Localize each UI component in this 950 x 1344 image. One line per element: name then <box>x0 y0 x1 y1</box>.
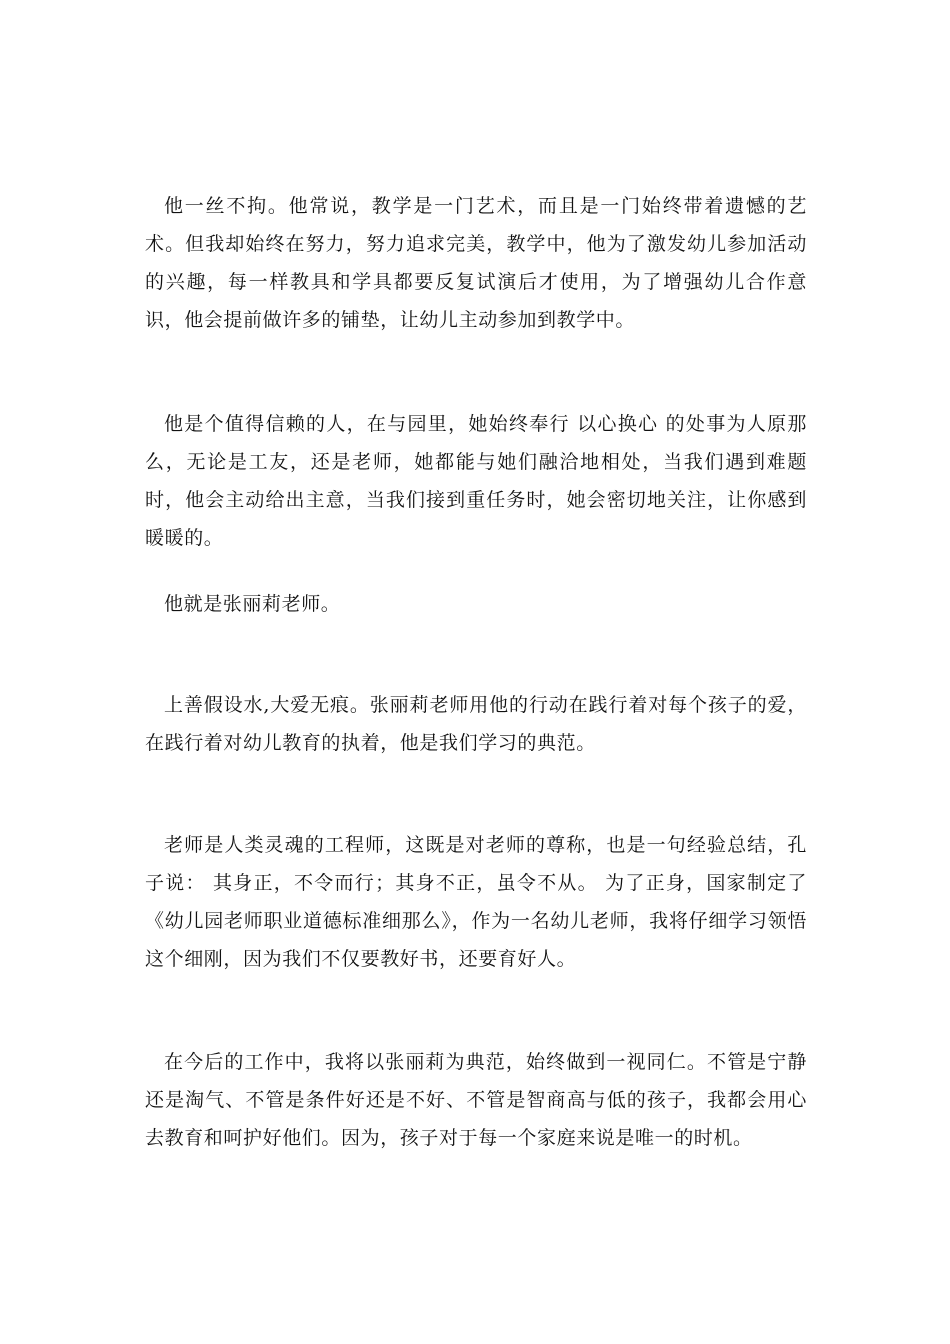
paragraph-teacher-name: 他就是张丽莉老师。 <box>164 593 341 615</box>
paragraph-future-work: 在今后的工作中，我将以张丽莉为典范，始终做到一视同仁。不管是宁静还是淘气、不管是条件好还是不好、不管是智商高与低的孩子，我都会用心去教育和呵护好他们。因为，孩子对于每一个家庭来说是唯一的时机。 <box>145 1051 807 1149</box>
paragraph-teaching-art: 他一丝不拘。他常说，教学是一门艺术，而且是一门始终带着遗憾的艺术。但我却始终在努力，努力追求完美，教学中，他为了激发幼儿参加活动的兴趣，每一样教具和学具都要反复试演后才使用，为了增强幼儿合作意识，他会提前做许多的铺垫，让幼儿主动参加到教学中。 <box>145 195 807 331</box>
paragraph-great-love: 上善假设水,大爱无痕。张丽莉老师用他的行动在践行着对每个孩子的爱，在践行着对幼儿教育的执着，他是我们学习的典范。 <box>145 694 807 754</box>
paragraph-trustworthy: 他是个值得信赖的人，在与园里，她始终奉行 以心换心 的处事为人原那么，无论是工友，还是老师，她都能与她们融洽地相处，当我们遇到难题时，他会主动给出主意，当我们接到重任务时，她会密切地关注，让你感到暖暖的。 <box>145 413 807 549</box>
paragraph-ethics-standard: 老师是人类灵魂的工程师，这既是对老师的尊称，也是一句经验总结，孔子说： 其身正，不令而行；其身不正，虽令不从。 为了正身，国家制定了《幼儿园老师职业道德标准细那么》，作为一名幼儿老师，我将仔细学习领悟这个细刚，因为我们不仅要教好书，还要育好人。 <box>145 834 807 970</box>
